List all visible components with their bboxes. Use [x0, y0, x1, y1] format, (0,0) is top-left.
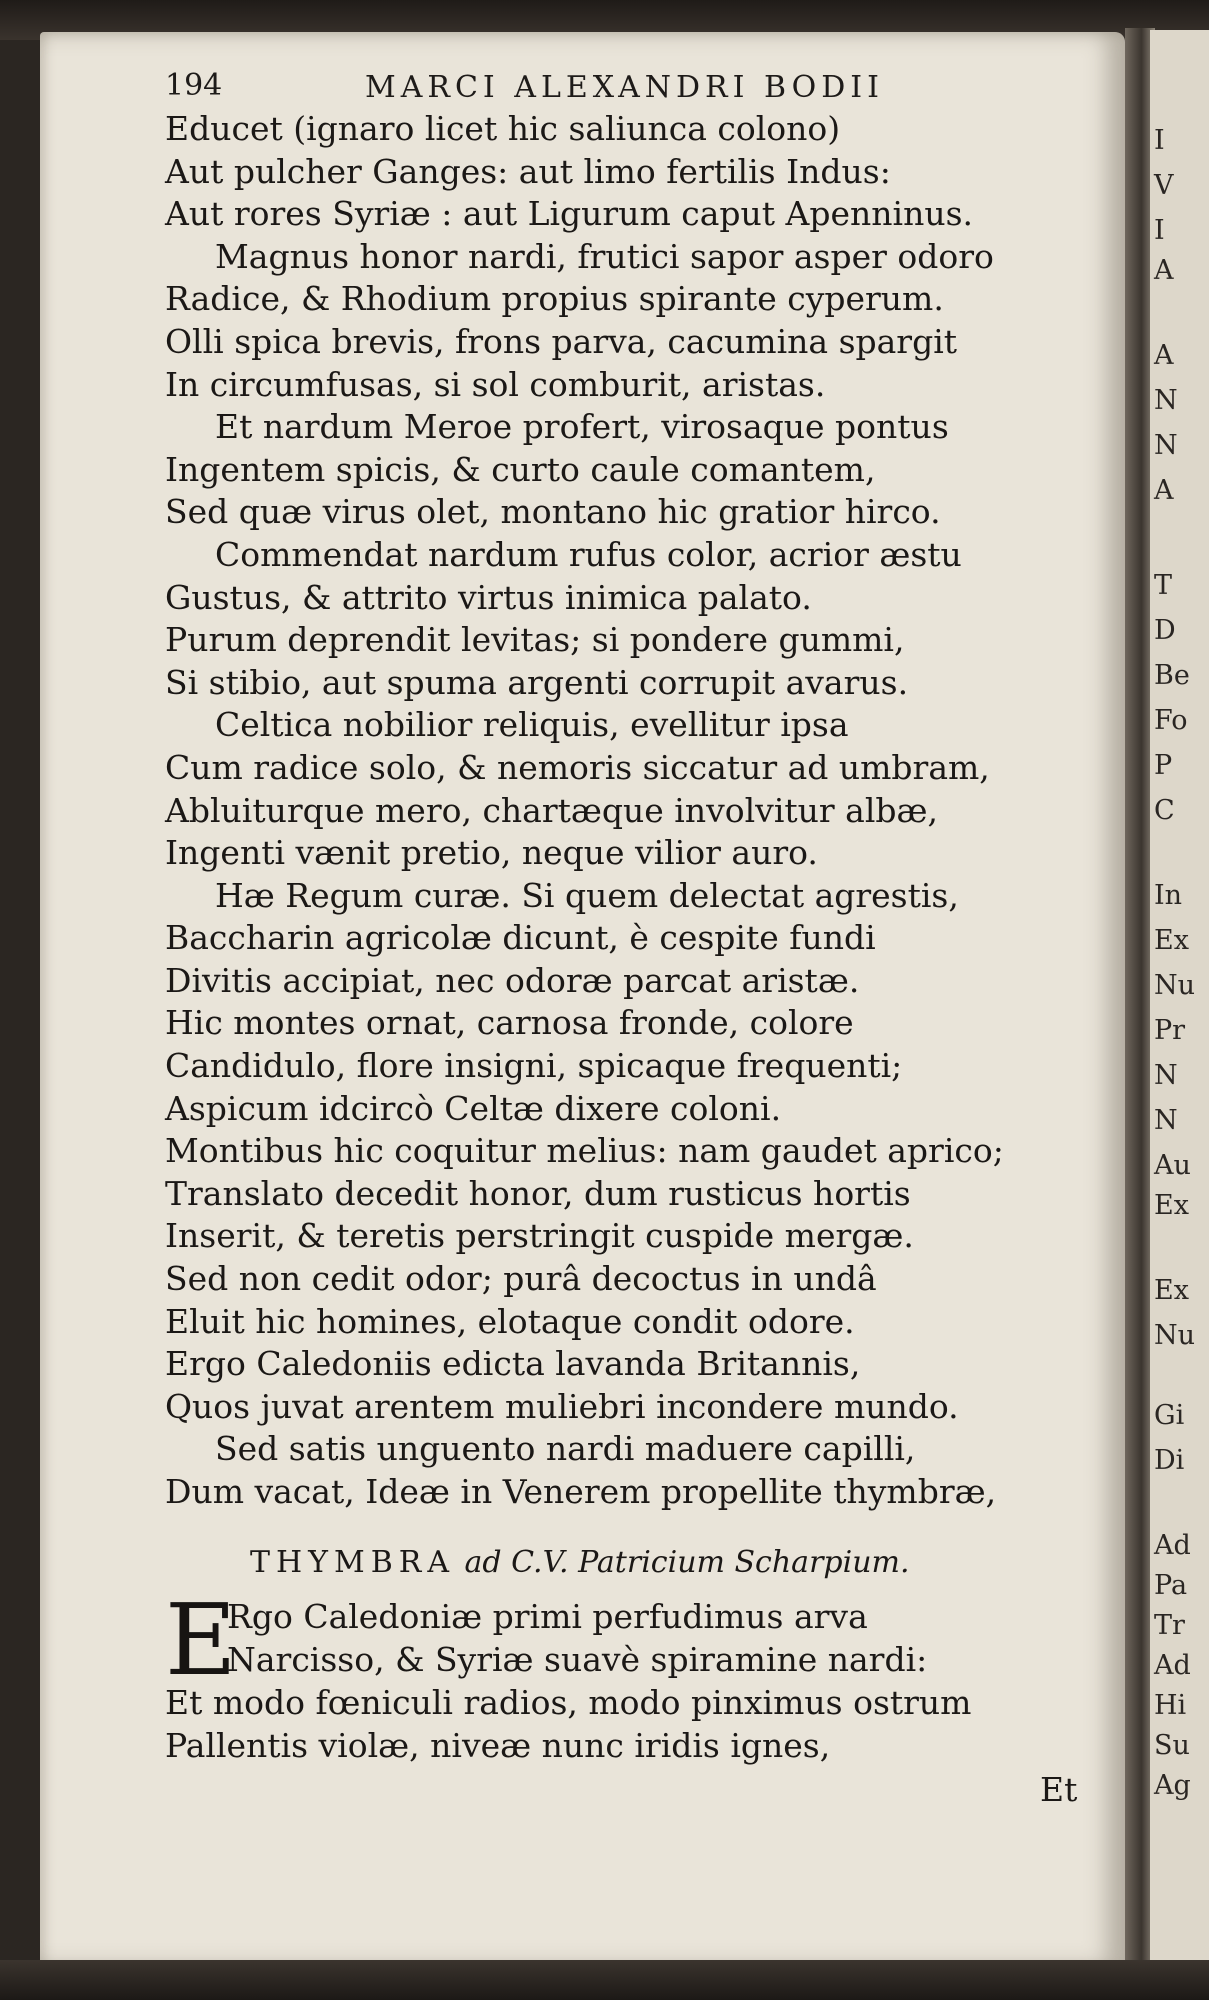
- text-line: Magnus honor nardi, frutici sapor asper odoro: [215, 236, 994, 276]
- next-page-fragment: Pr: [1154, 1015, 1186, 1046]
- text-line: Dum vacat, Ideæ in Venerem propellite thymbræ,: [165, 1472, 997, 1511]
- text-line: Divitis accipiat, nec odoræ parcat aristæ.: [165, 960, 860, 1000]
- text-line: Gustus, & attrito virtus inimica palato.: [165, 577, 812, 617]
- text-line: Baccharin agricolæ dicunt, è cespite fundi: [165, 918, 876, 958]
- next-page-fragment: A: [1154, 255, 1174, 286]
- text-line: Narcisso, & Syriæ suavè spiramine nardi:: [227, 1640, 928, 1679]
- text-line: Celtica nobilior reliquis, evellitur ipsa: [215, 705, 849, 745]
- text-line: Abluiturque mero, chartæque involvitur albæ,: [165, 790, 939, 830]
- text-line: Montibus hic coquitur melius: nam gaudet aprico;: [165, 1131, 1004, 1171]
- drop-cap: E: [165, 1584, 237, 1698]
- text-line: Commendat nardum rufus color, acrior æstu: [215, 534, 962, 574]
- next-page-fragment: V: [1154, 170, 1174, 201]
- scan-bottom-edge: [0, 1960, 1209, 2000]
- text-line: Radice, & Rhodium propius spirante cyperum.: [165, 279, 944, 319]
- next-page-fragment: N: [1154, 1105, 1178, 1136]
- text-line: In circumfusas, si sol comburit, aristas.: [165, 364, 826, 404]
- text-line: Cum radice solo, & nemoris siccatur ad umbram,: [165, 747, 990, 787]
- next-page-fragment: D: [1154, 615, 1176, 646]
- next-page-fragment: N: [1154, 385, 1178, 416]
- text-line: Sed satis unguento nardi maduere capilli,: [215, 1429, 916, 1469]
- next-page-fragment: I: [1154, 125, 1165, 156]
- next-page-fragment: N: [1154, 430, 1178, 461]
- text-line: Purum deprendit levitas; si pondere gummi,: [165, 620, 905, 660]
- text-line: Et nardum Meroe profert, virosaque pontus: [215, 407, 949, 447]
- next-page-fragment: A: [1154, 340, 1174, 371]
- next-page-fragment: P: [1154, 750, 1173, 781]
- next-page-fragment: Ex: [1154, 925, 1189, 956]
- next-page-fragment: Su: [1154, 1730, 1190, 1761]
- page-header: [165, 62, 965, 110]
- page-number: 194: [165, 68, 223, 103]
- text-line: Aut pulcher Ganges: aut limo fertilis Indus:: [165, 151, 891, 191]
- next-page-fragment: Ad: [1154, 1530, 1191, 1561]
- text-line: Aut rores Syriæ : aut Ligurum caput Apenninus.: [165, 194, 974, 234]
- text-line: Quos juvat arentem muliebri incondere mundo.: [165, 1386, 959, 1426]
- text-line: Sed non cedit odor; purâ decoctus in undâ: [165, 1259, 877, 1299]
- text-line: Eluit hic homines, elotaque condit odore.: [165, 1301, 855, 1341]
- next-page-fragment: Ex: [1154, 1275, 1189, 1306]
- text-line: Translato decedit honor, dum rusticus hortis: [165, 1173, 911, 1213]
- text-line: Inserit, & teretis perstringit cuspide mergæ.: [165, 1216, 914, 1256]
- next-page-fragment: Ad: [1154, 1650, 1191, 1681]
- text-line: Et modo fœniculi radios, modo pinximus ostrum: [165, 1683, 972, 1722]
- section-title-dedication: ad C.V. Patricium Scharpium.: [464, 1545, 910, 1580]
- second-poem: [165, 1584, 1085, 1767]
- section-title-lead: THYMBRA: [250, 1545, 455, 1580]
- next-page-fragment: Gi: [1154, 1400, 1185, 1431]
- next-page-fragment: Hi: [1154, 1690, 1187, 1721]
- text-line: Candidulo, flore insigni, spicaque frequenti;: [165, 1046, 903, 1086]
- text-line: Aspicum idcircò Celtæ dixere coloni.: [165, 1088, 782, 1128]
- text-line: Olli spica brevis, frons parva, cacumina spargit: [165, 321, 958, 361]
- text-line: Ingentem spicis, & curto caule comantem,: [165, 449, 876, 489]
- next-page-fragment: Be: [1154, 660, 1190, 691]
- text-line: Hic montes ornat, carnosa fronde, colore: [165, 1003, 854, 1043]
- text-line: Si stibio, aut spuma argenti corrupit avarus.: [165, 662, 909, 702]
- next-page-fragment: N: [1154, 1060, 1178, 1091]
- text-line: Sed quæ virus olet, montano hic gratior hirco.: [165, 492, 941, 532]
- next-page-fragment: C: [1154, 795, 1175, 826]
- text-line: Ergo Caledoniis edicta lavanda Britannis,: [165, 1344, 861, 1384]
- text-line: Pallentis violæ, niveæ nunc iridis ignes,: [165, 1726, 831, 1765]
- next-page-fragment: Pa: [1154, 1570, 1188, 1601]
- next-page-fragment: I: [1154, 215, 1165, 246]
- text-line: Hæ Regum curæ. Si quem delectat agrestis,: [215, 875, 959, 915]
- next-page-fragment: Tr: [1154, 1610, 1185, 1641]
- next-page-fragment: In: [1154, 880, 1183, 911]
- next-page-fragment: Nu: [1154, 1320, 1196, 1351]
- next-page-fragment: Ex: [1154, 1190, 1189, 1221]
- next-page-fragment: Ag: [1154, 1770, 1191, 1801]
- next-page-fragment: Fo: [1154, 705, 1188, 736]
- text-line: Rgo Caledoniæ primi perfudimus arva: [227, 1597, 868, 1636]
- next-page-fragment: Au: [1154, 1150, 1191, 1181]
- catchword: Et: [1040, 1770, 1078, 1809]
- running-head: MARCI ALEXANDRI BODII: [365, 70, 884, 105]
- next-page-edge: [1150, 30, 1209, 1965]
- next-page-fragment: Di: [1154, 1445, 1185, 1476]
- text-line: Educet (ignaro licet hic saliunca colono): [165, 109, 841, 148]
- text-line: Ingenti vænit pretio, neque vilior auro.: [165, 833, 818, 873]
- poem-text: [165, 108, 1085, 1514]
- next-page-fragment: Nu: [1154, 970, 1196, 1001]
- section-title: [250, 1545, 1050, 1589]
- next-page-fragment: T: [1154, 570, 1173, 601]
- next-page-fragment: A: [1154, 475, 1174, 506]
